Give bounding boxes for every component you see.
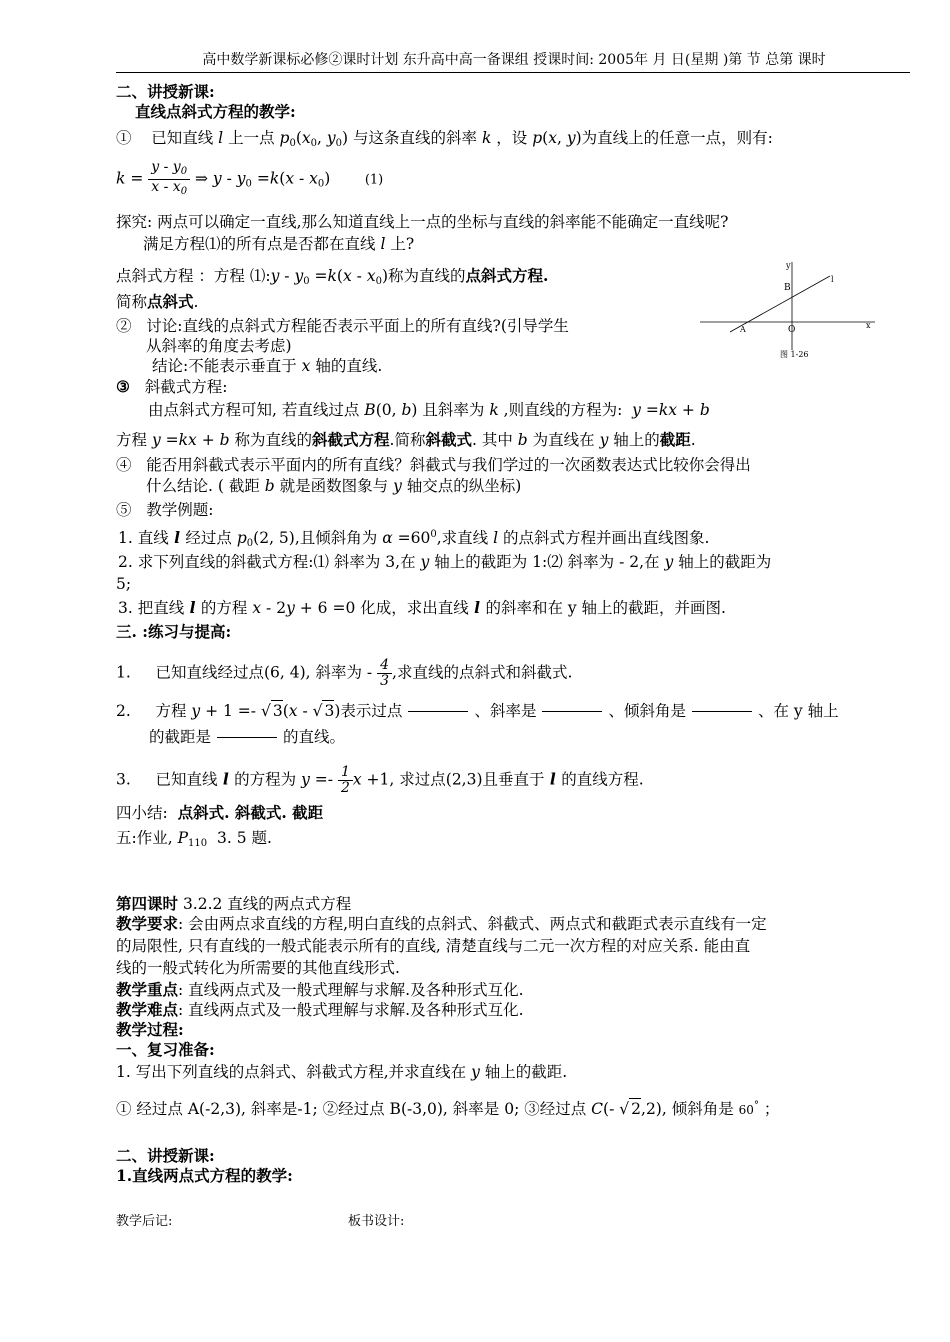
header-rule xyxy=(116,72,910,73)
point-slope-definition: 点斜式方程 ：方程 ⑴:y - $y_0 =k(x - x_0)$称为直线的点斜式方程. xyxy=(116,266,549,287)
slope-intercept-line-1: 由点斜式方程可知, 若直线过点 B(0, b) 且斜率为 k ,则直线的方程为: y =kx + b xyxy=(148,401,710,419)
point-slope-abbr: 简称点斜式. xyxy=(116,292,199,311)
explore-line-2: 满足方程⑴的所有点是否都在直线 l 上? xyxy=(143,235,415,253)
slope-intercept-line-2: 方程 y =kx + b 称为直线的斜截式方程.简称斜截式. 其中 b 为直线在 y 轴上的截距. xyxy=(116,430,696,449)
practice-2-cont: 的截距是 的直线。 xyxy=(149,728,346,746)
lesson-4-review: 一、复习准备: xyxy=(116,1040,215,1059)
footer-board-design: 板书设计: xyxy=(348,1214,405,1229)
label-b: B xyxy=(784,283,791,293)
discuss-conclusion: 结论:不能表示垂直于 x 轴的直线. xyxy=(152,357,383,375)
label-y: y xyxy=(786,261,791,270)
label-x: x xyxy=(866,321,871,330)
coordinate-figure xyxy=(700,258,880,358)
example-2-cont: 5; xyxy=(116,575,132,593)
item-4-line-2: 什么结论. ( 截距 b 就是函数图象与 y 轴交点的纵坐标) xyxy=(146,477,522,495)
subsection-title: 直线点斜式方程的教学: xyxy=(135,102,296,121)
section-title: 二、讲授新课: xyxy=(116,82,215,101)
discuss-line-2: 从斜率的角度去考虑) xyxy=(146,337,292,355)
lesson-4-process: 教学过程: xyxy=(116,1020,184,1039)
label-l: l xyxy=(831,275,834,284)
example-2: 2. 求下列直线的斜截式方程:⑴ 斜率为 3,在 y 轴上的截距为 1:⑵ 斜率为 - 2,在 y 轴上的截距为 xyxy=(118,553,772,571)
lesson-4-req-1: 教学要求: 会由两点求直线的方程,明白直线的点斜式、斜截式、两点式和截距式表示直线有一定 xyxy=(116,914,767,933)
page-header: 高中数学新课标必修②课时计划 东升高中高一备课组 授课时间: 2005年 月 日(星期 )第 节 总第 课时 xyxy=(202,52,826,68)
practice-3: 3. 已知直线 l 的方程为 y =- $\frac{1}{2}$ x +1, 求过点(2,3)且垂直于 l 的直线方程. xyxy=(116,764,644,796)
item-4-line-1: ④ 能否用斜截式表示平面内的所有直线？斜截式与我们学过的一次函数表达式比较你会得出 xyxy=(116,456,751,474)
line-l xyxy=(730,276,830,332)
footer-notes: 教学后记: xyxy=(116,1214,173,1229)
lesson-4-two-point: 1.直线两点式方程的教学: xyxy=(116,1166,293,1185)
summary: 四小结: 点斜式. 斜截式. 截距 xyxy=(116,803,324,822)
lesson-4-new-section: 二、讲授新课: xyxy=(116,1146,215,1165)
label-o: O xyxy=(788,325,796,335)
homework: 五:作业, $P_{110}$ 3. 5 题. xyxy=(116,829,272,849)
lesson-4-review-2: ① 经过点 A(-2,3), 斜率是-1; ②经过点 B(-3,0), 斜率是 0; ③经过点 C(- √ 2,2), 倾斜角是 60° ； xyxy=(116,1100,780,1118)
lesson-4-title: 第四课时 3.2.2 直线的两点式方程 xyxy=(116,894,352,913)
item-5-title: ⑤ 教学例题: xyxy=(116,501,214,519)
practice-1: 1. 已知直线经过点(6, 4), 斜率为 - $\frac{4}{3}$ ,求直线的点斜式和斜截式. xyxy=(116,657,573,689)
discuss-line-1: ② 讨论:直线的点斜式方程能否表示平面上的所有直线?(引导学生 xyxy=(116,317,569,335)
equation-1: k = $\frac{y - y_0}{x - x_0}$ ⇒ $y - y_0 =k(x - x_0)$ (1) xyxy=(116,159,384,197)
practice-title: 三. :练习与提高: xyxy=(116,622,232,641)
item-1: ① 已知直线 l 上一点 $p_0(x_0$, $y_0$) 与这条直线的斜率 k ，设 p(x, y)为直线上的任意一点，则有: xyxy=(116,129,773,149)
lesson-4-difficulty: 教学难点: 直线两点式及一般式理解与求解.及各种形式互化. xyxy=(116,1000,524,1019)
lesson-4-review-1: 1. 写出下列直线的点斜式、斜截式方程,并求直线在 y 轴上的截距. xyxy=(116,1063,568,1081)
slope-intercept-title: ③ 斜截式方程: xyxy=(116,377,228,396)
example-1: 1. 直线 l 经过点 $p_0(2$, 5),且倾斜角为 $\alpha =60^0$,求直线 l 的点斜式方程并画出直线图象. xyxy=(118,528,710,549)
practice-2: 2. 方程 y + 1 =- √ 3(x - √ 3)表示过点 、斜率是 、倾斜角是 、在 y 轴上 xyxy=(116,702,839,720)
lesson-4-req-3: 线的一般式转化为所需要的其他直线形式. xyxy=(116,959,400,977)
example-3: 3. 把直线 l 的方程 x - 2y + 6 =0 化成，求出直线 l 的斜率和在 y 轴上的截距，并画图. xyxy=(118,598,726,617)
lesson-4-req-2: 的局限性, 只有直线的一般式能表示所有的直线, 清楚直线与二元一次方程的对应关系. 能由直 xyxy=(116,937,751,955)
figure-caption: 图 1-26 xyxy=(780,350,809,358)
explore-line-1: 探究: 两点可以确定一直线,那么知道直线上一点的坐标与直线的斜率能不能确定一直线呢? xyxy=(116,213,729,231)
label-a: A xyxy=(740,325,746,334)
lesson-4-key: 教学重点: 直线两点式及一般式理解与求解.及各种形式互化. xyxy=(116,980,524,999)
